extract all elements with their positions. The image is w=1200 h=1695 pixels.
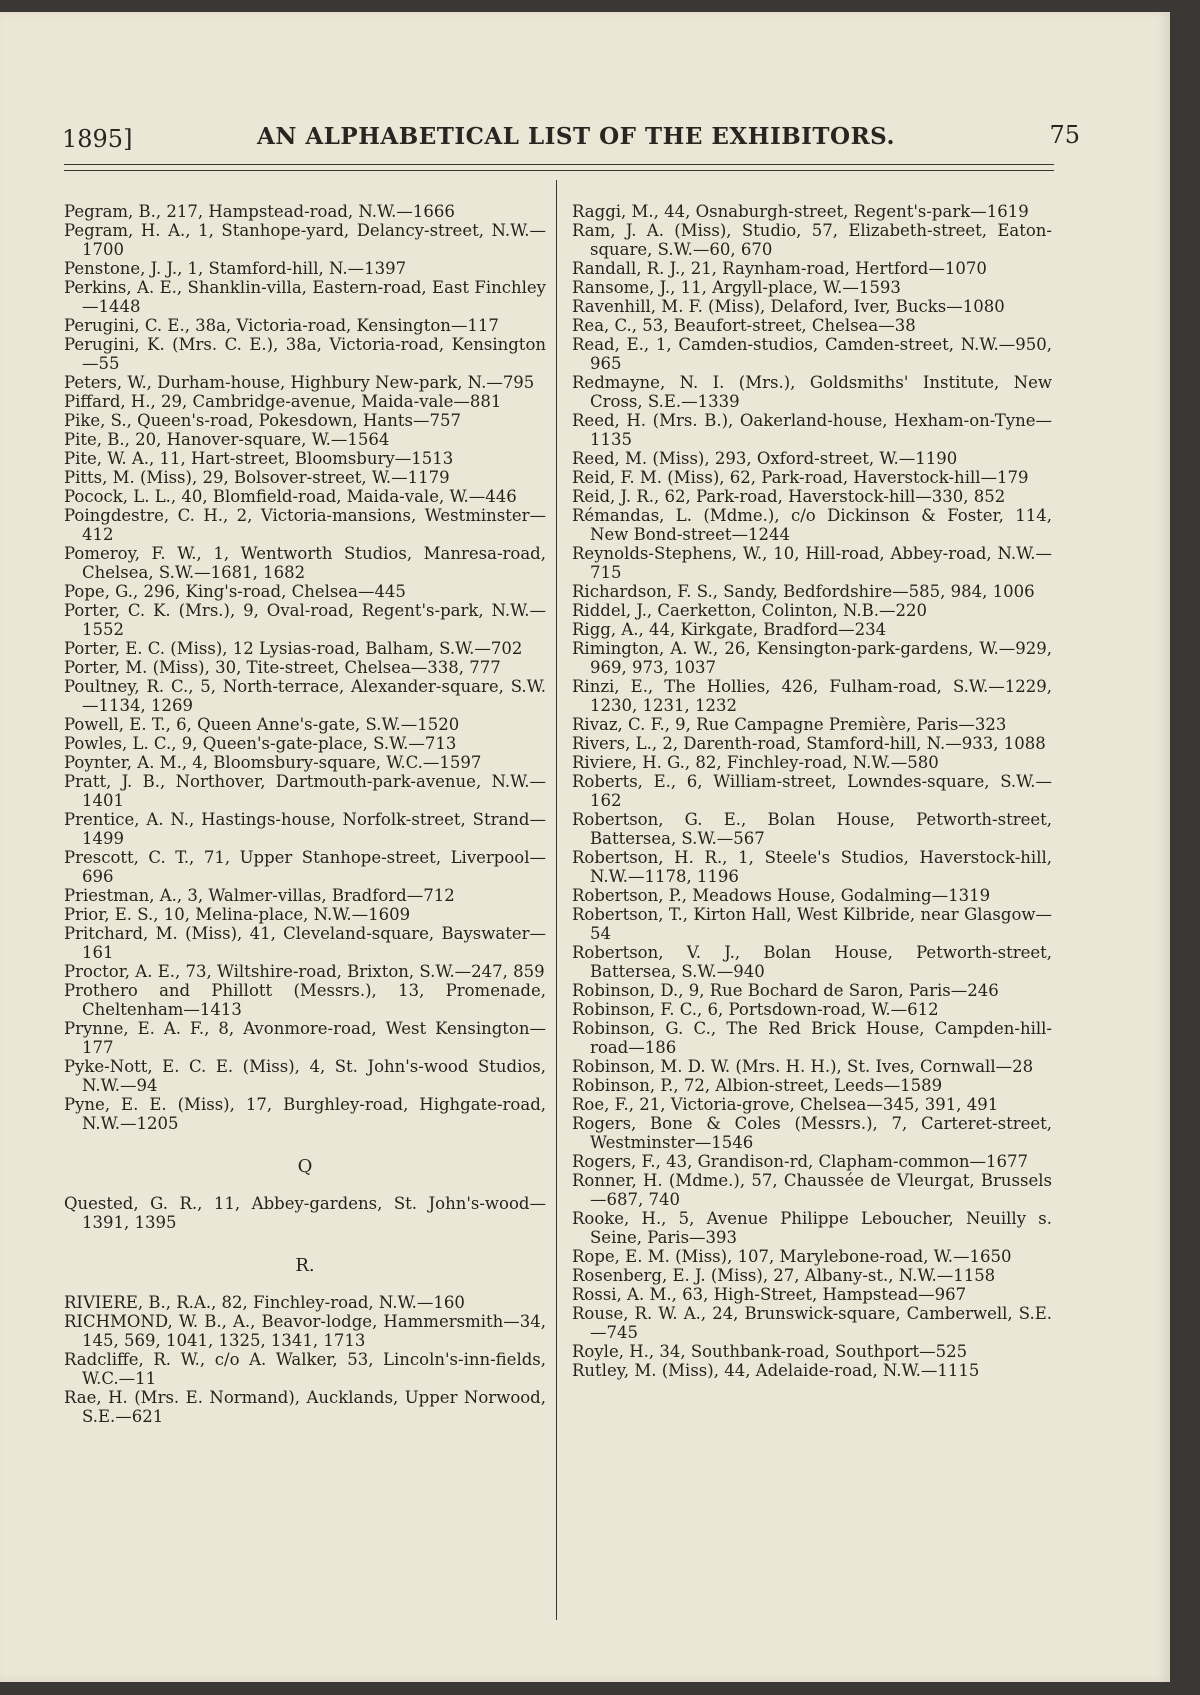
exhibitor-entry: Powles, L. C., 9, Queen's-gate-place, S.W.—713 bbox=[64, 734, 457, 753]
exhibitor-entry: Prothero and Phillott (Messrs.), 13, Promenade, Cheltenham—1413 bbox=[64, 981, 546, 1019]
exhibitor-entry: Robinson, F. C., 6, Portsdown-road, W.—612 bbox=[572, 1000, 939, 1019]
exhibitor-entry: Raggi, M., 44, Osnaburgh-street, Regent's-park—1619 bbox=[572, 202, 1029, 221]
entries-r-continued bbox=[572, 202, 1052, 1380]
exhibitor-entry: Reed, M. (Miss), 293, Oxford-street, W.—1190 bbox=[572, 449, 958, 468]
column-divider bbox=[556, 180, 557, 1620]
exhibitor-entry: Poingdestre, C. H., 2, Victoria-mansions, Westminster—412 bbox=[64, 506, 546, 544]
exhibitor-entry: Randall, R. J., 21, Raynham-road, Hertford—1070 bbox=[572, 259, 987, 278]
exhibitor-entry: Rouse, R. W. A., 24, Brunswick-square, Camberwell, S.E.—745 bbox=[572, 1304, 1052, 1342]
exhibitor-entry: Ronner, H. (Mdme.), 57, Chaussée de Vleurgat, Brussels—687, 740 bbox=[572, 1171, 1052, 1209]
exhibitor-entry: RIVIERE, B., R.A., 82, Finchley-road, N.W.—160 bbox=[64, 1293, 465, 1312]
exhibitor-entry: Pike, S., Queen's-road, Pokesdown, Hants—757 bbox=[64, 411, 461, 430]
exhibitor-entry: Perugini, K. (Mrs. C. E.), 38a, Victoria-road, Kensington—55 bbox=[64, 335, 546, 373]
exhibitor-entry: Prescott, C. T., 71, Upper Stanhope-street, Liverpool—696 bbox=[64, 848, 546, 886]
exhibitor-entry: Riviere, H. G., 82, Finchley-road, N.W.—580 bbox=[572, 753, 939, 772]
exhibitor-entry: Proctor, A. E., 73, Wiltshire-road, Brixton, S.W.—247, 859 bbox=[64, 962, 545, 981]
exhibitor-entry: Robinson, M. D. W. (Mrs. H. H.), St. Ives, Cornwall—28 bbox=[572, 1057, 1034, 1076]
exhibitor-entry: Rigg, A., 44, Kirkgate, Bradford—234 bbox=[572, 620, 887, 639]
exhibitor-entry: Ransome, J., 11, Argyll-place, W.—1593 bbox=[572, 278, 901, 297]
exhibitor-entry: Pite, W. A., 11, Hart-street, Bloomsbury—1513 bbox=[64, 449, 454, 468]
exhibitor-entry: Pratt, J. B., Northover, Dartmouth-park-avenue, N.W.—1401 bbox=[64, 772, 546, 810]
book-page bbox=[0, 12, 1170, 1682]
exhibitor-entry: Reynolds-Stephens, W., 10, Hill-road, Abbey-road, N.W.—715 bbox=[572, 544, 1052, 582]
exhibitor-entry: Reid, F. M. (Miss), 62, Park-road, Haverstock-hill—179 bbox=[572, 468, 1029, 487]
exhibitor-entry: Rae, H. (Mrs. E. Normand), Aucklands, Upper Norwood, S.E.—621 bbox=[64, 1388, 546, 1426]
exhibitor-entry: Rosenberg, E. J. (Miss), 27, Albany-st., N.W.—1158 bbox=[572, 1266, 996, 1285]
header-year: 1895] bbox=[62, 125, 133, 153]
entries-r bbox=[64, 1293, 546, 1426]
exhibitor-entry: Rimington, A. W., 26, Kensington-park-gardens, W.—929, 969, 973, 1037 bbox=[572, 639, 1052, 677]
section-heading-q: Q bbox=[297, 1156, 313, 1177]
section-heading-r: R. bbox=[295, 1255, 315, 1276]
exhibitor-entry: Pritchard, M. (Miss), 41, Cleveland-square, Bayswater—161 bbox=[64, 924, 546, 962]
exhibitor-entry: Rea, C., 53, Beaufort-street, Chelsea—38 bbox=[572, 316, 916, 335]
exhibitor-entry: Pegram, B., 217, Hampstead-road, N.W.—1666 bbox=[64, 202, 455, 221]
exhibitor-entry: Robertson, G. E., Bolan House, Petworth-street, Battersea, S.W.—567 bbox=[572, 810, 1052, 848]
exhibitor-entry: Riddel, J., Caerketton, Colinton, N.B.—220 bbox=[572, 601, 928, 620]
exhibitor-entry: Pite, B., 20, Hanover-square, W.—1564 bbox=[64, 430, 390, 449]
exhibitor-entry: Rivaz, C. F., 9, Rue Campagne Première, Paris—323 bbox=[572, 715, 1007, 734]
exhibitor-entry: Perugini, C. E., 38a, Victoria-road, Kensington—117 bbox=[64, 316, 499, 335]
exhibitor-entry: Robinson, D., 9, Rue Bochard de Saron, Paris—246 bbox=[572, 981, 999, 1000]
right-column bbox=[572, 202, 1052, 1380]
exhibitor-entry: Robertson, H. R., 1, Steele's Studios, Haverstock-hill, N.W.—1178, 1196 bbox=[572, 848, 1052, 886]
entries-q bbox=[64, 1194, 546, 1232]
page-number: 75 bbox=[1049, 121, 1080, 149]
exhibitor-entry: Rooke, H., 5, Avenue Philippe Leboucher, Neuilly s. Seine, Paris—393 bbox=[572, 1209, 1052, 1247]
exhibitor-entry: Reed, H. (Mrs. B.), Oakerland-house, Hexham-on-Tyne—1135 bbox=[572, 411, 1052, 449]
exhibitor-entry: Radcliffe, R. W., c/o A. Walker, 53, Lincoln's-inn-fields, W.C.—11 bbox=[64, 1350, 546, 1388]
exhibitor-entry: Piffard, H., 29, Cambridge-avenue, Maida-vale—881 bbox=[64, 392, 502, 411]
exhibitor-entry: RICHMOND, W. B., A., Beavor-lodge, Hammersmith—34, 145, 569, 1041, 1325, 1341, 1713 bbox=[64, 1312, 546, 1350]
exhibitor-entry: Perkins, A. E., Shanklin-villa, Eastern-road, East Finchley—1448 bbox=[64, 278, 546, 316]
exhibitor-entry: Rogers, F., 43, Grandison-rd, Clapham-common—1677 bbox=[572, 1152, 1029, 1171]
exhibitor-entry: Robinson, G. C., The Red Brick House, Campden-hill-road—186 bbox=[572, 1019, 1052, 1057]
header-rule bbox=[64, 164, 1054, 165]
exhibitor-entry: Porter, C. K. (Mrs.), 9, Oval-road, Regent's-park, N.W.—1552 bbox=[64, 601, 546, 639]
exhibitor-entry: Royle, H., 34, Southbank-road, Southport—525 bbox=[572, 1342, 968, 1361]
exhibitor-entry: Rope, E. M. (Miss), 107, Marylebone-road, W.—1650 bbox=[572, 1247, 1012, 1266]
exhibitor-entry: Pomeroy, F. W., 1, Wentworth Studios, Manresa-road, Chelsea, S.W.—1681, 1682 bbox=[64, 544, 546, 582]
exhibitor-entry: Poynter, A. M., 4, Bloomsbury-square, W.C.—1597 bbox=[64, 753, 482, 772]
page-header bbox=[62, 117, 1080, 157]
exhibitor-entry: Quested, G. R., 11, Abbey-gardens, St. John's-wood—1391, 1395 bbox=[64, 1194, 546, 1232]
exhibitor-entry: Prior, E. S., 10, Melina-place, N.W.—1609 bbox=[64, 905, 411, 924]
entries-p bbox=[64, 202, 546, 1133]
exhibitor-entry: Rossi, A. M., 63, High-Street, Hampstead—967 bbox=[572, 1285, 967, 1304]
exhibitor-entry: Robinson, P., 72, Albion-street, Leeds—1589 bbox=[572, 1076, 943, 1095]
exhibitor-entry: Robertson, T., Kirton Hall, West Kilbride, near Glasgow—54 bbox=[572, 905, 1052, 943]
exhibitor-entry: Rinzi, E., The Hollies, 426, Fulham-road, S.W.—1229, 1230, 1231, 1232 bbox=[572, 677, 1052, 715]
exhibitor-entry: Powell, E. T., 6, Queen Anne's-gate, S.W.—1520 bbox=[64, 715, 460, 734]
exhibitor-entry: Rogers, Bone & Coles (Messrs.), 7, Carteret-street, Westminster—1546 bbox=[572, 1114, 1052, 1152]
exhibitor-entry: Reid, J. R., 62, Park-road, Haverstock-hill—330, 852 bbox=[572, 487, 1006, 506]
exhibitor-entry: Roberts, E., 6, William-street, Lowndes-square, S.W.—162 bbox=[572, 772, 1052, 810]
exhibitor-entry: Pocock, L. L., 40, Blomfield-road, Maida-vale, W.—446 bbox=[64, 487, 517, 506]
exhibitor-entry: Ram, J. A. (Miss), Studio, 57, Elizabeth-street, Eaton-square, S.W.—60, 670 bbox=[572, 221, 1052, 259]
exhibitor-entry: Rivers, L., 2, Darenth-road, Stamford-hill, N.—933, 1088 bbox=[572, 734, 1046, 753]
exhibitor-entry: Pitts, M. (Miss), 29, Bolsover-street, W.—1179 bbox=[64, 468, 450, 487]
exhibitor-entry: Porter, M. (Miss), 30, Tite-street, Chelsea—338, 777 bbox=[64, 658, 501, 677]
exhibitor-entry: Prynne, E. A. F., 8, Avonmore-road, West Kensington—177 bbox=[64, 1019, 546, 1057]
exhibitor-entry: Ravenhill, M. F. (Miss), Delaford, Iver, Bucks—1080 bbox=[572, 297, 1005, 316]
exhibitor-entry: Rutley, M. (Miss), 44, Adelaide-road, N.W.—1115 bbox=[572, 1361, 980, 1380]
exhibitor-entry: Penstone, J. J., 1, Stamford-hill, N.—1397 bbox=[64, 259, 407, 278]
exhibitor-entry: Porter, E. C. (Miss), 12 Lysias-road, Balham, S.W.—702 bbox=[64, 639, 523, 658]
exhibitor-entry: Peters, W., Durham-house, Highbury New-park, N.—795 bbox=[64, 373, 535, 392]
exhibitor-entry: Pope, G., 296, King's-road, Chelsea—445 bbox=[64, 582, 406, 601]
exhibitor-entry: Priestman, A., 3, Walmer-villas, Bradford—712 bbox=[64, 886, 455, 905]
exhibitor-entry: Richardson, F. S., Sandy, Bedfordshire—585, 984, 1006 bbox=[572, 582, 1035, 601]
exhibitor-entry: Robertson, V. J., Bolan House, Petworth-street, Battersea, S.W.—940 bbox=[572, 943, 1052, 981]
exhibitor-entry: Poultney, R. C., 5, North-terrace, Alexander-square, S.W.—1134, 1269 bbox=[64, 677, 546, 715]
header-rule-thin bbox=[64, 170, 1054, 171]
exhibitor-entry: Rémandas, L. (Mdme.), c/o Dickinson & Foster, 114, New Bond-street—1244 bbox=[572, 506, 1052, 544]
header-title: AN ALPHABETICAL LIST OF THE EXHIBITORS. bbox=[257, 123, 895, 150]
exhibitor-entry: Robertson, P., Meadows House, Godalming—1319 bbox=[572, 886, 991, 905]
exhibitor-entry: Pyke-Nott, E. C. E. (Miss), 4, St. John's-wood Studios, N.W.—94 bbox=[64, 1057, 546, 1095]
exhibitor-entry: Pegram, H. A., 1, Stanhope-yard, Delancy-street, N.W.—1700 bbox=[64, 221, 546, 259]
exhibitor-entry: Read, E., 1, Camden-studios, Camden-street, N.W.—950, 965 bbox=[572, 335, 1052, 373]
exhibitor-entry: Roe, F., 21, Victoria-grove, Chelsea—345, 391, 491 bbox=[572, 1095, 999, 1114]
left-column bbox=[64, 202, 546, 1426]
exhibitor-entry: Redmayne, N. I. (Mrs.), Goldsmiths' Institute, New Cross, S.E.—1339 bbox=[572, 373, 1052, 411]
exhibitor-entry: Pyne, E. E. (Miss), 17, Burghley-road, Highgate-road, N.W.—1205 bbox=[64, 1095, 546, 1133]
exhibitor-entry: Prentice, A. N., Hastings-house, Norfolk-street, Strand—1499 bbox=[64, 810, 546, 848]
